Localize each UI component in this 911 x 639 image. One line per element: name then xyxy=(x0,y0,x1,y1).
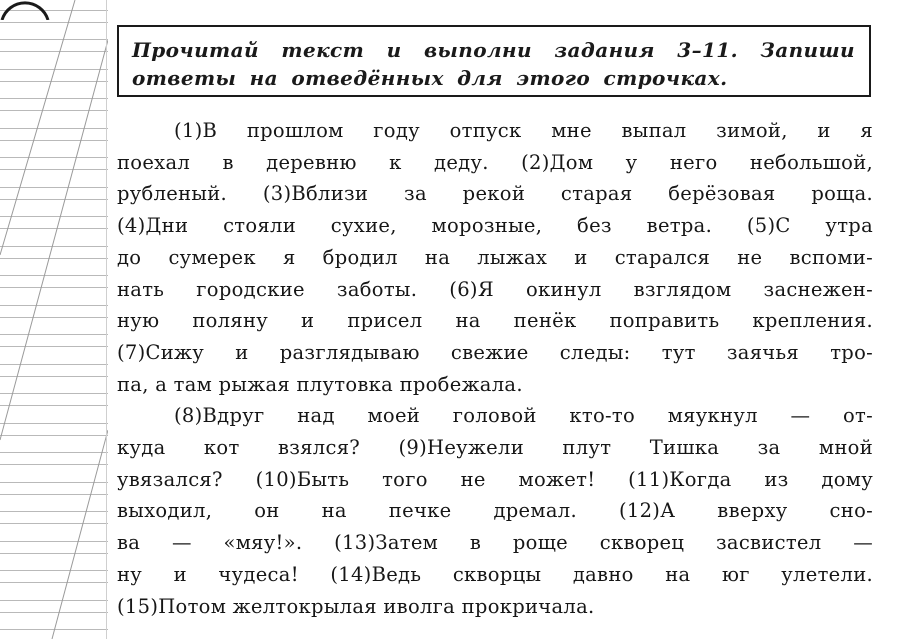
text-line: нать городские заботы. (6)Я окинул взглядом заснежен- xyxy=(117,277,873,301)
text-line: (1)В прошлом году отпуск мне выпал зимой, и я xyxy=(174,119,873,142)
lined-margin xyxy=(0,0,108,639)
text-line: ва — «мяу!». (13)Затем в роще скворец засвистел — xyxy=(117,531,873,555)
task-instruction-box xyxy=(117,25,871,97)
text-line: ну и чудеса! (14)Ведь скворцы давно на юг улетели. xyxy=(117,562,873,586)
text-line: (8)Вдруг над моей головой кто-то мяукнул — от- xyxy=(174,404,873,428)
story-paragraph-2 xyxy=(117,400,873,622)
text-line: (4)Дни стояли сухие, морозные, без ветра. (5)С утра xyxy=(117,214,873,238)
text-line: увязался? (10)Быть того не может! (11)Когда из дому xyxy=(117,467,873,491)
margin-lines-graphic xyxy=(0,0,108,639)
text-line: до сумерек я бродил на лыжах и старался не вспоми- xyxy=(117,245,873,269)
text-line: ную поляну и присел на пенёк поправить крепления. xyxy=(117,309,873,333)
corner-circle-mark xyxy=(0,0,50,20)
reading-text xyxy=(117,115,873,622)
text-line: па, а там рыжая плутовка пробежала. xyxy=(117,372,523,396)
text-line: рубленый. (3)Вблизи за рекой старая берёзовая роща. xyxy=(117,182,873,206)
text-line: поехал в деревню к деду. (2)Дом у него небольшой, xyxy=(117,150,873,174)
text-line: выходил, он на печке дремал. (12)А вверху сно- xyxy=(117,499,873,523)
text-line: (15)Потом желтокрылая иволга прокричала. xyxy=(117,594,595,618)
story-paragraph-1 xyxy=(117,115,873,400)
text-line: (7)Сижу и разглядываю свежие следы: тут заячья тро- xyxy=(117,340,873,364)
task-instruction-text: Прочитай текст и выполни задания 3–11. Запиши ответы на отведённых для этого строчках. xyxy=(132,38,855,90)
text-line: куда кот взялся? (9)Неужели плут Тишка за мной xyxy=(117,436,873,460)
